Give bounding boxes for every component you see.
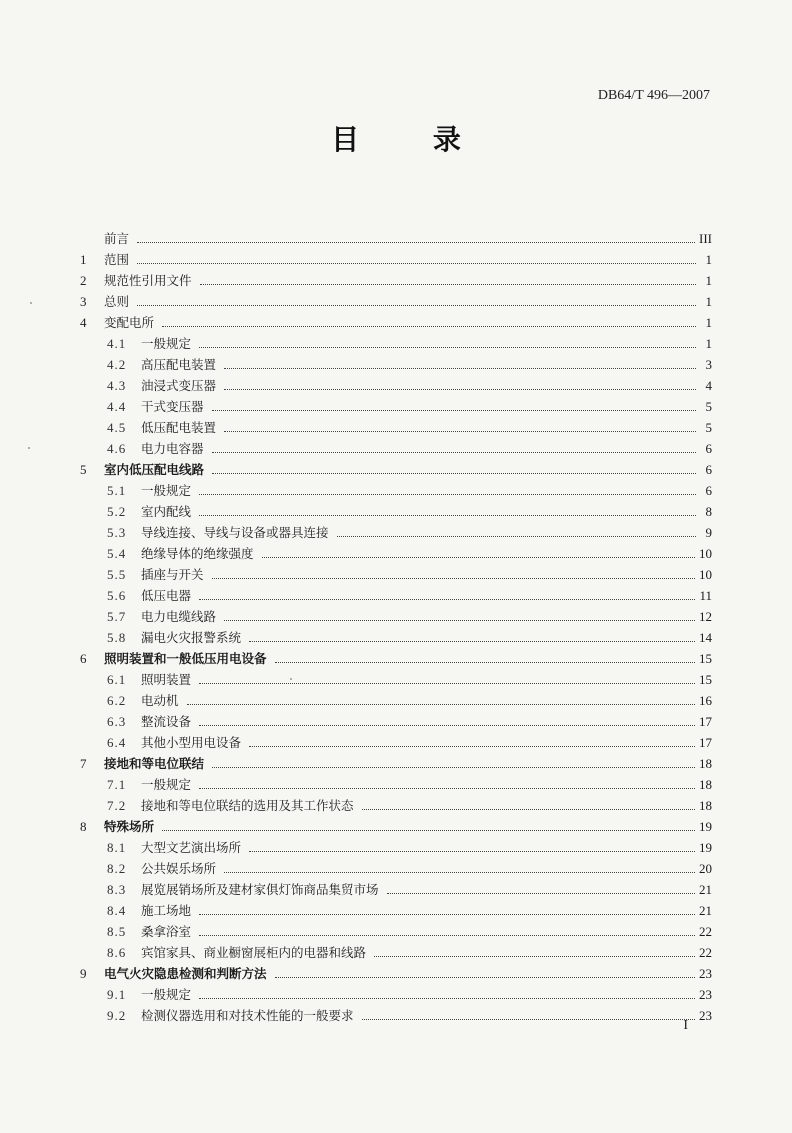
dot-leader <box>199 506 696 516</box>
toc-entry-number: 5.2 <box>107 504 127 519</box>
toc-chapter-row <box>80 249 712 270</box>
toc-page-number: 23 <box>699 1008 712 1023</box>
toc-entry-title: 插座与开关 <box>141 567 204 582</box>
toc-entry-title: 其他小型用电设备 <box>141 735 242 750</box>
toc-chapter-row <box>80 963 712 984</box>
toc-entry-number: 5 <box>80 462 87 477</box>
toc-entry-number: 6.4 <box>107 735 127 750</box>
toc-entry-number: 5.4 <box>107 546 127 561</box>
toc-entry-title: 变配电所 <box>104 315 155 330</box>
toc-entry-number: 4.6 <box>107 441 127 456</box>
toc-entry-number: 6.1 <box>107 672 127 687</box>
toc-entry-number: 5.5 <box>107 567 127 582</box>
toc-section-row <box>80 837 712 858</box>
toc-section-row <box>80 417 712 438</box>
toc-page-number: 6 <box>705 462 712 477</box>
dot-leader <box>137 233 695 243</box>
toc-page-number: 19 <box>699 819 712 834</box>
toc-chapter-row <box>80 648 712 669</box>
toc-entry-number: 8 <box>80 819 87 834</box>
dot-leader <box>162 317 696 327</box>
toc-page-number: 15 <box>699 651 712 666</box>
toc-section-row <box>80 774 712 795</box>
toc-page-number: 23 <box>699 966 712 981</box>
toc-section-row <box>80 543 712 564</box>
toc-entry-title: 低压电器 <box>141 588 192 603</box>
toc-entry-number: 7.2 <box>107 798 127 813</box>
toc-section-row <box>80 711 712 732</box>
toc-entry-title: 接地和等电位联结的选用及其工作状态 <box>141 798 354 813</box>
toc-entry-title: 室内配线 <box>141 504 192 519</box>
dot-leader <box>362 1010 695 1020</box>
dot-leader <box>199 779 695 789</box>
toc-chapter-row <box>80 753 712 774</box>
dot-leader <box>224 359 696 369</box>
dot-leader <box>249 737 695 747</box>
toc-entry-title: 电力电容器 <box>141 441 204 456</box>
toc-chapter-row <box>80 291 712 312</box>
dot-leader <box>212 464 696 474</box>
toc-page-number: 20 <box>699 861 712 876</box>
toc-entry-number: 5.7 <box>107 609 127 624</box>
toc-entry-number: 8.1 <box>107 840 127 855</box>
toc-page-number: 21 <box>699 882 712 897</box>
dot-leader <box>199 926 695 936</box>
toc-page-number: 1 <box>705 294 712 309</box>
toc-entry-number: 9.1 <box>107 987 127 1002</box>
scan-speck <box>290 678 292 680</box>
toc-section-row <box>80 501 712 522</box>
toc-page-number: 1 <box>705 252 712 267</box>
toc-entry-number: 2 <box>80 273 87 288</box>
toc-page-number: 1 <box>705 315 712 330</box>
toc-chapter-row <box>80 816 712 837</box>
toc-chapter-row <box>80 228 712 249</box>
toc-entry-title: 一般规定 <box>141 987 192 1002</box>
toc-section-row <box>80 375 712 396</box>
dot-leader <box>137 296 696 306</box>
toc-entry-number: 8.3 <box>107 882 127 897</box>
toc-page-number: III <box>699 231 712 246</box>
toc-entry-title: 照明装置 <box>141 672 192 687</box>
dot-leader <box>200 275 696 285</box>
toc-page-number: 5 <box>705 420 712 435</box>
toc-section-row <box>80 984 712 1005</box>
dot-leader <box>199 674 695 684</box>
dot-leader <box>199 716 695 726</box>
toc-entry-number: 3 <box>80 294 87 309</box>
toc-page-number: 8 <box>705 504 712 519</box>
toc-section-row <box>80 438 712 459</box>
toc-chapter-row <box>80 312 712 333</box>
toc-entry-number: 8.6 <box>107 945 127 960</box>
dot-leader <box>337 527 696 537</box>
toc-page-number: 21 <box>699 903 712 918</box>
document-code: DB64/T 496—2007 <box>597 88 710 103</box>
toc-section-row <box>80 1005 712 1026</box>
dot-leader <box>137 254 696 264</box>
toc-entry-title: 展览展销场所及建材家俱灯饰商品集贸市场 <box>141 882 379 897</box>
toc-entry-number: 6 <box>80 651 87 666</box>
dot-leader <box>275 968 695 978</box>
toc-section-row <box>80 396 712 417</box>
toc-page-number: 23 <box>699 987 712 1002</box>
toc-entry-title: 一般规定 <box>141 336 192 351</box>
toc-section-row <box>80 564 712 585</box>
toc-section-row <box>80 858 712 879</box>
toc-page-number: 18 <box>699 756 712 771</box>
toc-entry-number: 8.4 <box>107 903 127 918</box>
dot-leader <box>212 401 696 411</box>
toc-entry-title: 电气火灾隐患检测和判断方法 <box>104 966 267 981</box>
toc-entry-title: 总则 <box>104 294 130 309</box>
toc-entry-number: 5.8 <box>107 630 127 645</box>
dot-leader <box>249 632 695 642</box>
toc-section-row <box>80 879 712 900</box>
dot-leader <box>212 758 695 768</box>
dot-leader <box>224 863 695 873</box>
toc-page-number: 16 <box>699 693 712 708</box>
toc-section-row <box>80 921 712 942</box>
dot-leader <box>212 443 696 453</box>
toc-entry-number: 1 <box>80 252 87 267</box>
toc-entry-title: 一般规定 <box>141 777 192 792</box>
dot-leader <box>199 905 695 915</box>
toc-section-row <box>80 606 712 627</box>
toc-chapter-row <box>80 270 712 291</box>
toc-entry-number: 9.2 <box>107 1008 127 1023</box>
toc-section-row <box>80 942 712 963</box>
dot-leader <box>162 821 695 831</box>
toc-section-row <box>80 354 712 375</box>
toc-entry-number: 5.6 <box>107 588 127 603</box>
toc-section-row <box>80 333 712 354</box>
toc-page-number: 14 <box>699 630 712 645</box>
toc-page-number: 17 <box>699 735 712 750</box>
toc-entry-title: 绝缘导体的绝缘强度 <box>141 546 254 561</box>
toc-section-row <box>80 585 712 606</box>
toc-entry-number: 8.2 <box>107 861 127 876</box>
toc-page-number: 10 <box>699 546 712 561</box>
toc-entry-title: 室内低压配电线路 <box>104 462 205 477</box>
toc-page-number: 5 <box>705 399 712 414</box>
toc-page-number: 22 <box>699 924 712 939</box>
toc-section-row <box>80 732 712 753</box>
toc-entry-title: 导线连接、导线与设备或器具连接 <box>141 525 329 540</box>
scan-speck <box>30 302 32 304</box>
toc-entry-title: 油浸式变压器 <box>141 378 217 393</box>
toc-page-number: 18 <box>699 777 712 792</box>
toc-page-number: 17 <box>699 714 712 729</box>
scan-speck <box>28 447 30 449</box>
toc-entry-title: 一般规定 <box>141 483 192 498</box>
toc-section-row <box>80 480 712 501</box>
toc-section-row <box>80 627 712 648</box>
dot-leader <box>199 338 696 348</box>
toc-entry-number: 7 <box>80 756 87 771</box>
toc-entry-title: 低压配电装置 <box>141 420 217 435</box>
dot-leader <box>374 947 695 957</box>
dot-leader <box>224 611 695 621</box>
toc-page-number: 12 <box>699 609 712 624</box>
toc-entry-title: 宾馆家具、商业橱窗展柜内的电器和线路 <box>141 945 367 960</box>
dot-leader <box>224 422 696 432</box>
toc-section-row <box>80 669 712 690</box>
toc-page-number: 1 <box>705 273 712 288</box>
toc-entry-title: 电力电缆线路 <box>141 609 217 624</box>
toc-entry-title: 范围 <box>104 252 130 267</box>
toc-entry-number: 8.5 <box>107 924 127 939</box>
toc-page-number: 4 <box>705 378 712 393</box>
toc-entry-title: 检测仪器选用和对技术性能的一般要求 <box>141 1008 354 1023</box>
toc-entry-title: 电动机 <box>141 693 179 708</box>
dot-leader <box>199 989 695 999</box>
toc-entry-title: 公共娱乐场所 <box>141 861 217 876</box>
toc-entry-number: 9 <box>80 966 87 981</box>
toc-entry-number: 5.3 <box>107 525 127 540</box>
toc-entry-number: 5.1 <box>107 483 127 498</box>
toc-page-number: 1 <box>705 336 712 351</box>
dot-leader <box>262 548 695 558</box>
toc-entry-number: 4.4 <box>107 399 127 414</box>
toc-page-number: 22 <box>699 945 712 960</box>
toc-page-number: 19 <box>699 840 712 855</box>
toc-entry-number: 4.2 <box>107 357 127 372</box>
dot-leader <box>187 695 695 705</box>
dot-leader <box>199 485 696 495</box>
dot-leader <box>212 569 695 579</box>
toc-page-number: 3 <box>705 357 712 372</box>
dot-leader <box>224 380 696 390</box>
toc-entry-title: 照明装置和一般低压用电设备 <box>104 651 267 666</box>
dot-leader <box>249 842 695 852</box>
toc-entry-number: 7.1 <box>107 777 127 792</box>
toc-page-number: 11 <box>699 588 712 603</box>
dot-leader <box>387 884 695 894</box>
toc-entry-number: 4 <box>80 315 87 330</box>
toc-entry-number: 4.5 <box>107 420 127 435</box>
toc-entry-number: 6.2 <box>107 693 127 708</box>
toc-entry-title: 干式变压器 <box>141 399 204 414</box>
toc-section-row <box>80 795 712 816</box>
toc-entry-title: 漏电火灾报警系统 <box>141 630 242 645</box>
dot-leader <box>275 653 695 663</box>
toc-page-number: 10 <box>699 567 712 582</box>
toc-page-number: 6 <box>705 441 712 456</box>
dot-leader <box>199 590 695 600</box>
toc-section-row <box>80 522 712 543</box>
toc-entry-title: 高压配电装置 <box>141 357 217 372</box>
toc-page-number: 6 <box>705 483 712 498</box>
toc-entry-title: 特殊场所 <box>104 819 155 834</box>
toc-section-row <box>80 900 712 921</box>
toc-entry-title: 接地和等电位联结 <box>104 756 205 771</box>
page-number: I <box>683 1018 688 1033</box>
table-of-contents <box>80 228 712 1026</box>
toc-entry-title: 规范性引用文件 <box>104 273 192 288</box>
page-title: 目 录 <box>331 123 493 156</box>
toc-section-row <box>80 690 712 711</box>
toc-page-number: 15 <box>699 672 712 687</box>
toc-page-number: 18 <box>699 798 712 813</box>
toc-entry-number: 4.3 <box>107 378 127 393</box>
toc-entry-title: 前言 <box>104 231 130 246</box>
toc-entry-number: 6.3 <box>107 714 127 729</box>
toc-entry-number: 4.1 <box>107 336 127 351</box>
toc-entry-title: 施工场地 <box>141 903 192 918</box>
toc-entry-title: 桑拿浴室 <box>141 924 192 939</box>
toc-page-number: 9 <box>705 525 712 540</box>
toc-entry-title: 整流设备 <box>141 714 192 729</box>
toc-entry-title: 大型文艺演出场所 <box>141 840 242 855</box>
dot-leader <box>362 800 695 810</box>
toc-chapter-row <box>80 459 712 480</box>
